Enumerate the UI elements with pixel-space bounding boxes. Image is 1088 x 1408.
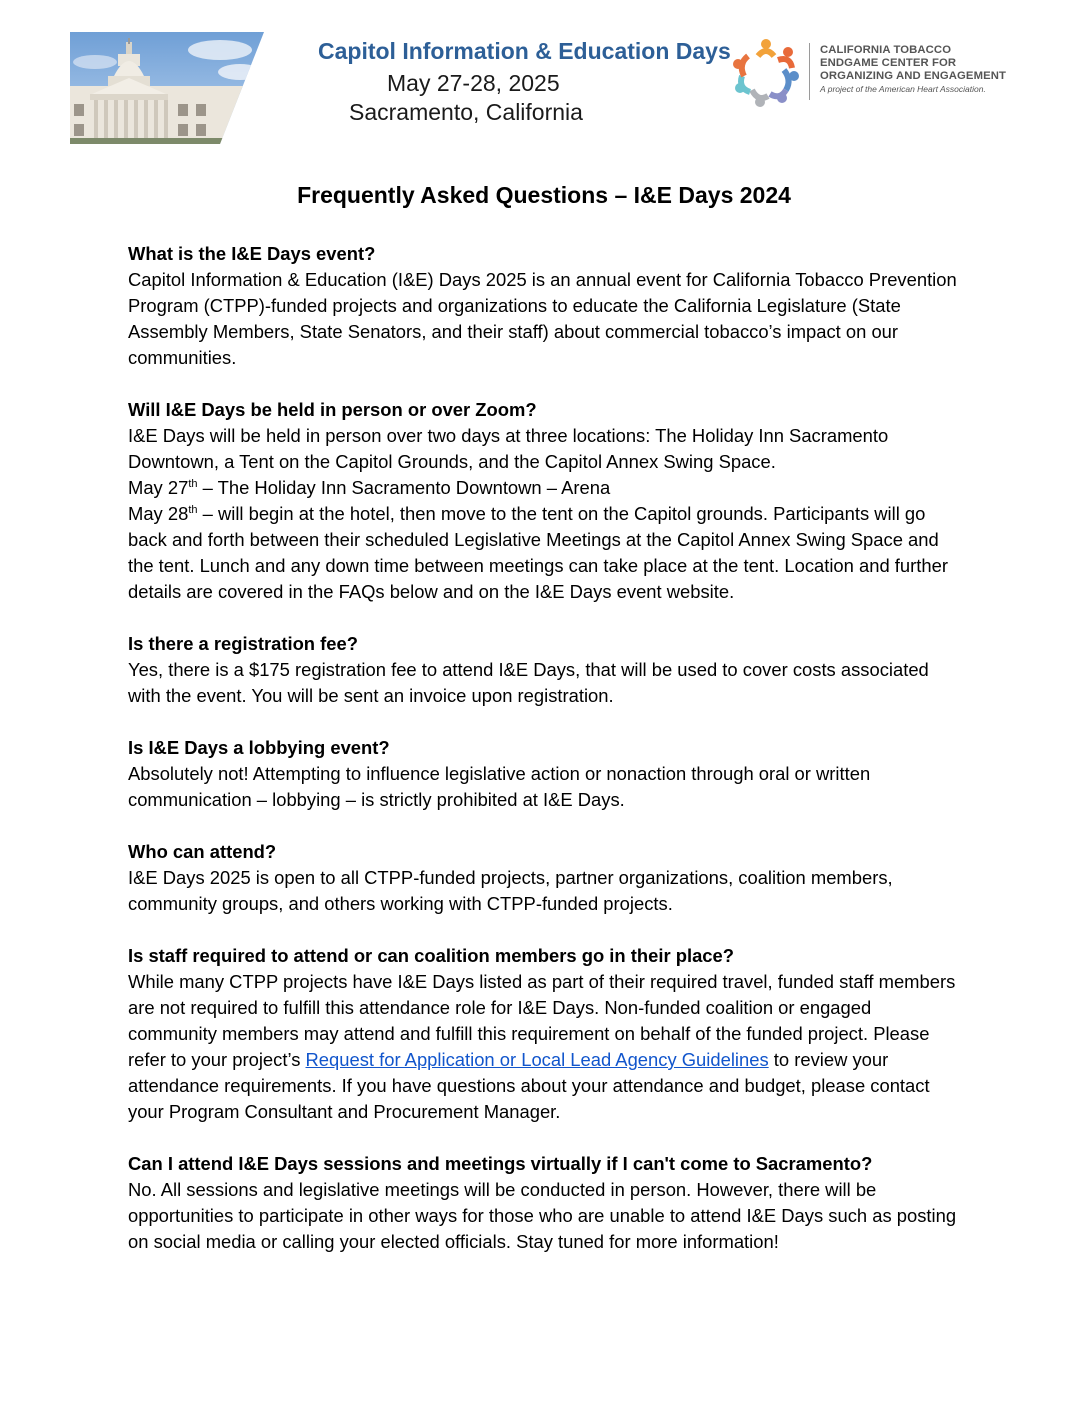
faq-item: [128, 1151, 958, 1255]
event-location: Sacramento, California: [349, 99, 583, 125]
faq-question: Who can attend?: [128, 841, 277, 862]
faq-answer: Yes, there is a $175 registration fee to attend I&E Days, that will be used to cover costs associated with the event. You will be sent an invoice upon registration.: [128, 659, 929, 706]
faq-item: [128, 943, 958, 1125]
date-suffix: th: [188, 477, 198, 490]
logo-subtitle: A project of the American Heart Association.: [820, 84, 986, 94]
endgame-center-logo-text: [820, 44, 1006, 95]
faq-item: [128, 397, 958, 605]
faq-item: [128, 839, 958, 917]
answer-text: While many CTPP projects have I&E Days listed as part of their required travel, funded staff members are not required to fulfill this attendance role for I&E Days. Non-funded coalition or engaged community members may attend and fulfill this requirement on behalf of the funded project. Please refer to your project’s: [128, 971, 956, 1070]
schedule-text: – will begin at the hotel, then move to the tent on the Capitol grounds. Participants will go back and forth between their scheduled Legislative Meetings at the Capitol Annex Swing Space and the tent. Lunch and any down time between meetings can take place at the tent. Location and further details are covered in the FAQs below and on the I&E Days event website.: [128, 503, 948, 602]
schedule-item-day2: [128, 501, 958, 605]
faq-question: Is there a registration fee?: [128, 633, 358, 654]
event-dates: May 27-28, 2025: [387, 70, 560, 96]
logo-line-2: ENDGAME CENTER FOR: [820, 57, 957, 69]
faq-answer: Capitol Information & Education (I&E) Days 2025 is an annual event for California Tobacco Prevention Program (CTPP)-funded projects and organizations to educate the California Legislature (State Assembly Members, State Senators, and their staff) about commercial tobacco’s impact on our communities.: [128, 269, 957, 368]
logo-divider: [809, 43, 810, 100]
event-title: Capitol Information & Education Days: [318, 38, 731, 64]
schedule-date: May 27: [128, 477, 189, 498]
faq-answer: I&E Days will be held in person over two days at three locations: The Holiday Inn Sacramento Downtown, a Tent on the Capitol Grounds, and the Capitol Annex Swing Space.: [128, 425, 889, 472]
faq-answer: Absolutely not! Attempting to influence legislative action or nonaction through oral or written communication – lobbying – is strictly prohibited at I&E Days.: [128, 763, 871, 810]
faq-question: What is the I&E Days event?: [128, 243, 376, 264]
faq-item: [128, 631, 958, 709]
faq-question: Is I&E Days a lobbying event?: [128, 737, 390, 758]
schedule-date: May 28: [128, 503, 189, 524]
faq-answer: No. All sessions and legislative meetings will be conducted in person. However, there will be opportunities to participate in other ways for those who are unable to attend I&E Days such as posting on social media or calling your elected officials. Stay tuned for more information!: [128, 1179, 957, 1252]
capitol-building-image: [70, 32, 264, 144]
faq-item: [128, 241, 958, 371]
faq-question: Is staff required to attend or can coalition members go in their place?: [128, 945, 734, 966]
logo-line-1: CALIFORNIA TOBACCO: [820, 44, 952, 56]
faq-list: [128, 241, 958, 1281]
logo-line-3: ORGANIZING AND ENGAGEMENT: [820, 70, 1006, 82]
guidelines-link[interactable]: Request for Application or Local Lead Agency Guidelines: [305, 1049, 769, 1070]
answer-text: to review your attendance requirements. If you have questions about your attendance and budget, please contact your Program Consultant and Procurement Manager.: [128, 1049, 930, 1122]
date-suffix: th: [188, 503, 198, 516]
faq-answer: [128, 969, 958, 1125]
page-title: Frequently Asked Questions – I&E Days 2024: [297, 182, 791, 208]
schedule-text: – The Holiday Inn Sacramento Downtown – Arena: [197, 477, 611, 498]
faq-question: Will I&E Days be held in person or over Zoom?: [128, 399, 537, 420]
faq-answer: I&E Days 2025 is open to all CTPP-funded projects, partner organizations, coalition members, community groups, and others working with CTPP-funded projects.: [128, 867, 893, 914]
faq-question: Can I attend I&E Days sessions and meetings virtually if I can't come to Sacramento?: [128, 1153, 873, 1174]
endgame-center-logo-icon: [730, 36, 802, 108]
schedule-item-day1: [128, 475, 958, 501]
faq-item: [128, 735, 958, 813]
